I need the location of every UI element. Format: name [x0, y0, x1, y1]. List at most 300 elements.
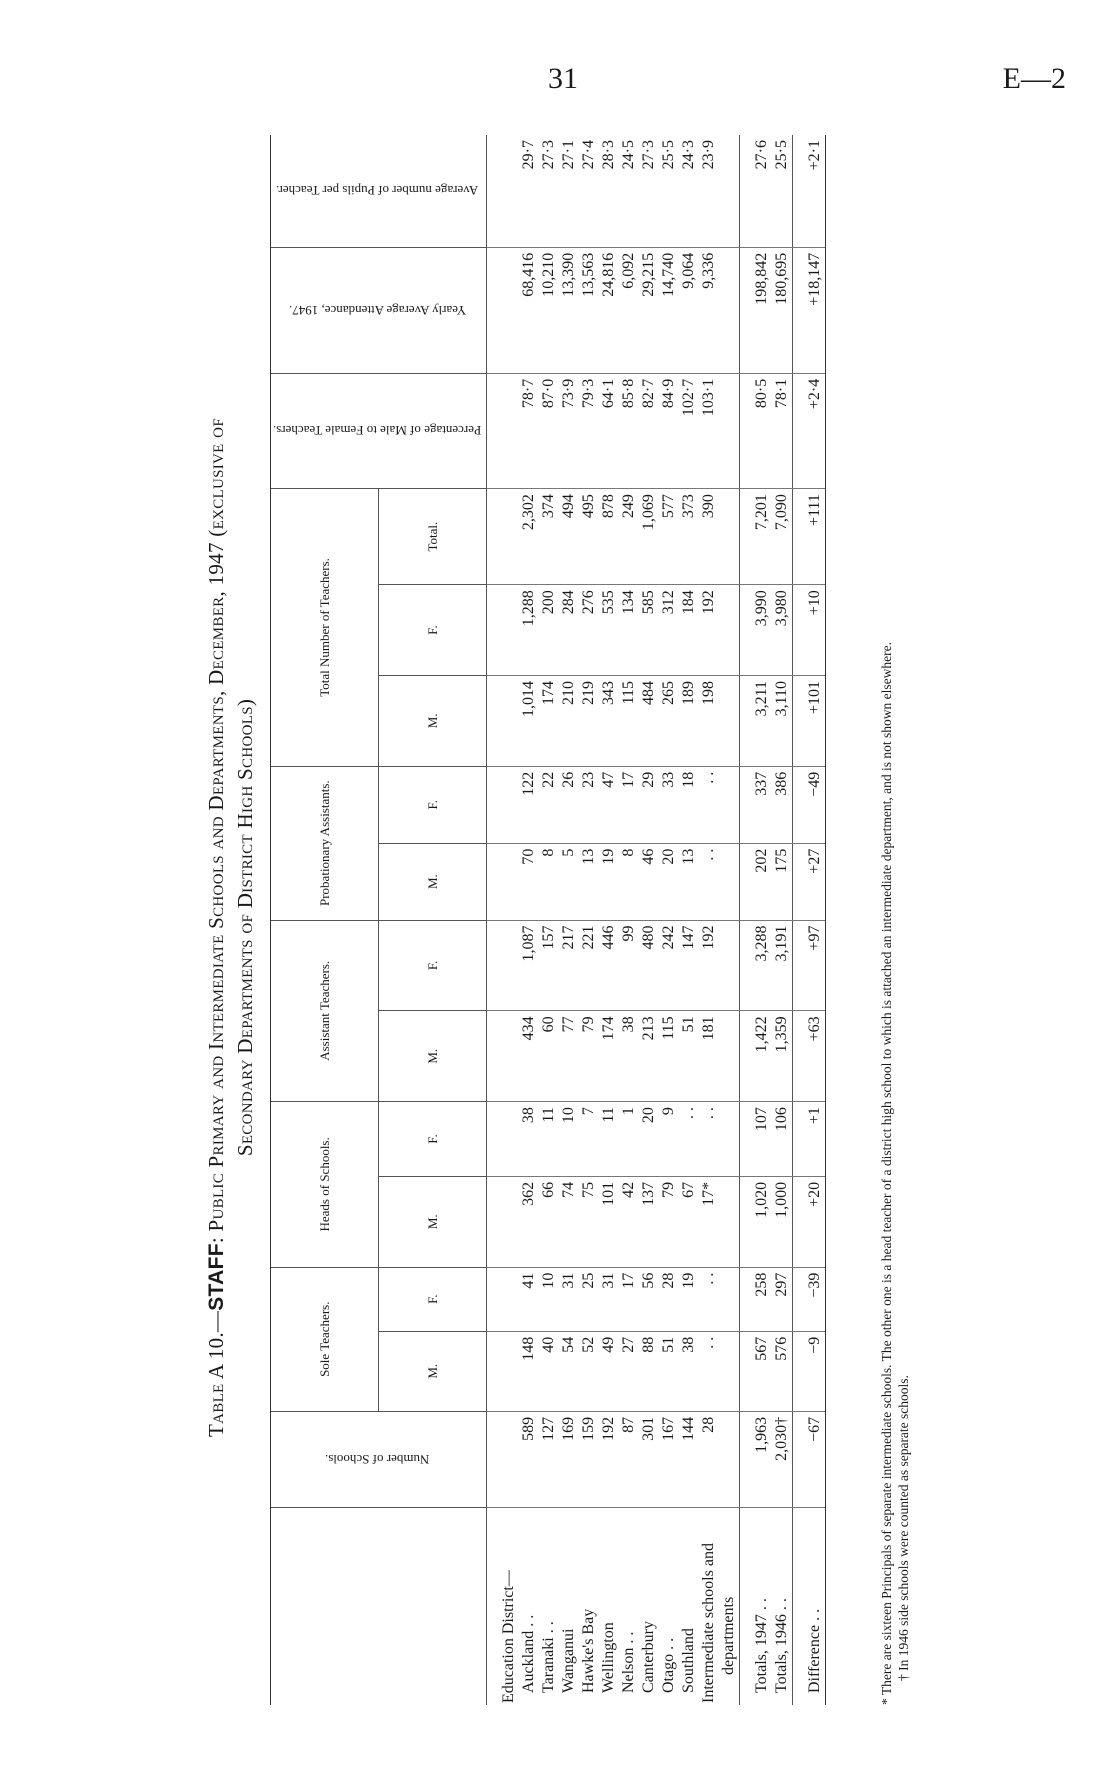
header-assistant-m: M.: [379, 1011, 487, 1102]
table-cell: 386: [772, 766, 793, 843]
table-cell: 28: [659, 1267, 679, 1331]
header-blank: [271, 1507, 487, 1705]
table-cell: 434: [519, 1011, 539, 1102]
header-heads-f: F.: [379, 1102, 487, 1177]
spacer-cell: [793, 1411, 806, 1507]
table-cell: 301: [639, 1411, 659, 1507]
title-line-2: Secondary Departments of District High Schools): [233, 698, 257, 1157]
table-cell: 337: [752, 766, 772, 843]
table-cell: 13,390: [559, 247, 579, 373]
table-cell: 297: [772, 1267, 793, 1331]
table-cell: 1,087: [519, 920, 539, 1011]
header-percentage-male: Percentage of Male to Female Teachers.: [271, 373, 487, 488]
table-cell: 79: [659, 1176, 679, 1267]
table-cell: 3,191: [772, 920, 793, 1011]
table-cell: +1: [805, 1102, 826, 1177]
table-cell: 74: [559, 1176, 579, 1267]
table-cell: 1,422: [752, 1011, 772, 1102]
table-cell: 25: [579, 1267, 599, 1331]
header-probationary-m: M.: [379, 843, 487, 920]
table-cell: 82·7: [639, 373, 659, 488]
table-cell: [719, 1411, 740, 1507]
table-row: [719, 135, 740, 1705]
table-cell: 192: [699, 920, 719, 1011]
spacer-cell: [487, 766, 500, 843]
title-line-1: [202, 120, 231, 1735]
table-cell: 373: [679, 489, 699, 585]
table-cell: 9: [659, 1102, 679, 1177]
table-cell: +97: [805, 920, 826, 1011]
spacer-row: [487, 135, 500, 1705]
table-cell: 1: [619, 1102, 639, 1177]
table-cell: 7,090: [772, 489, 793, 585]
table-cell: [719, 135, 740, 247]
table-cell: 390: [699, 489, 719, 585]
table-cell: 210: [559, 675, 579, 766]
staff-table: [270, 135, 826, 1705]
table-cell: 374: [539, 489, 559, 585]
table-cell: [719, 247, 740, 373]
table-row: [579, 135, 599, 1705]
table-cell: 202: [752, 843, 772, 920]
spacer-cell: [740, 920, 753, 1011]
table-cell: 49: [599, 1331, 619, 1411]
row-label: Auckland . .: [520, 1614, 538, 1693]
spacer-cell: [793, 675, 806, 766]
table-cell: +18,147: [805, 247, 826, 373]
table-title: [200, 120, 260, 1735]
table-cell: 137: [639, 1176, 659, 1267]
header-average-pupils: Average number of Pupils per Teacher.: [271, 135, 487, 247]
table-row: [559, 135, 579, 1705]
table-cell: 3,990: [752, 585, 772, 676]
table-cell: 13: [679, 843, 699, 920]
table-cell: 87·0: [539, 373, 559, 488]
table-cell: 174: [539, 675, 559, 766]
table-cell: 51: [659, 1331, 679, 1411]
table-cell: +2·1: [805, 135, 826, 247]
table-cell: 47: [599, 766, 619, 843]
table-cell: 115: [659, 1011, 679, 1102]
table-cell: 24·3: [679, 135, 699, 247]
spacer-cell: [487, 1102, 500, 1177]
table-cell: 25·5: [772, 135, 793, 247]
table-cell: 157: [539, 920, 559, 1011]
row-label: Education District—: [500, 1570, 518, 1703]
table-cell: 46: [639, 843, 659, 920]
spacer-cell: [793, 1011, 806, 1102]
table-cell: −39: [805, 1267, 826, 1331]
table-cell: 29·7: [519, 135, 539, 247]
header-total-f: F.: [379, 585, 487, 676]
table-cell: 28·3: [599, 135, 619, 247]
row-label: Hawke's Bay: [580, 1608, 598, 1693]
title-prefix: Table A 10.—: [204, 1310, 228, 1437]
table-cell: +20: [805, 1176, 826, 1267]
table-cell: 265: [659, 675, 679, 766]
spacer-cell: [487, 1507, 500, 1705]
table-row: [539, 135, 559, 1705]
table-cell: 24·5: [619, 135, 639, 247]
header-sole-teachers: Sole Teachers.: [271, 1267, 379, 1411]
table-cell: 1,963: [752, 1411, 772, 1507]
table-cell: 38: [679, 1331, 699, 1411]
row-label: Canterbury: [640, 1621, 658, 1693]
table-cell: 40: [539, 1331, 559, 1411]
table-cell: 576: [772, 1331, 793, 1411]
table-cell: [499, 1331, 519, 1411]
table-cell: 79·3: [579, 373, 599, 488]
table-cell: [499, 489, 519, 585]
table-cell: [719, 1331, 740, 1411]
table-cell: 2,030†: [772, 1411, 793, 1507]
table-cell: 31: [599, 1267, 619, 1331]
table-cell: 42: [619, 1176, 639, 1267]
table-cell: 27·4: [579, 135, 599, 247]
spacer-cell: [740, 489, 753, 585]
table-cell: −9: [805, 1331, 826, 1411]
table-cell: 23·9: [699, 135, 719, 247]
table-cell: 25·5: [659, 135, 679, 247]
table-cell: 1,069: [639, 489, 659, 585]
spacer-cell: [487, 135, 500, 247]
header-assistant-teachers: Assistant Teachers.: [271, 920, 379, 1102]
table-cell: 27·3: [639, 135, 659, 247]
table-cell: 19: [599, 843, 619, 920]
table-cell: 175: [772, 843, 793, 920]
table-cell: 535: [599, 585, 619, 676]
table-cell: 106: [772, 1102, 793, 1177]
table-cell: [499, 585, 519, 676]
table-cell: 3,211: [752, 675, 772, 766]
spacer-row: [793, 135, 806, 1705]
table-cell: 13,563: [579, 247, 599, 373]
table-cell: 19: [679, 1267, 699, 1331]
spacer-cell: [487, 675, 500, 766]
spacer-cell: [793, 373, 806, 488]
table-cell: 9,336: [699, 247, 719, 373]
table-cell: . .: [699, 843, 719, 920]
spacer-cell: [740, 1267, 753, 1331]
footnotes: [878, 135, 912, 1705]
table-cell: 1,020: [752, 1176, 772, 1267]
table-cell: 38: [619, 1011, 639, 1102]
spacer-cell: [793, 1331, 806, 1411]
table-cell: 5: [559, 843, 579, 920]
table-cell: 192: [699, 585, 719, 676]
table-cell: 66: [539, 1176, 559, 1267]
table-row: [499, 135, 519, 1705]
table-cell: 24,816: [599, 247, 619, 373]
table-cell: 79: [579, 1011, 599, 1102]
row-label: Southland: [680, 1628, 698, 1693]
spacer-cell: [740, 1331, 753, 1411]
header-total-m: M.: [379, 675, 487, 766]
table-cell: 52: [579, 1331, 599, 1411]
totals-row: [772, 135, 793, 1705]
table-cell: 78·7: [519, 373, 539, 488]
table-cell: 17*: [699, 1176, 719, 1267]
table-cell: [719, 675, 740, 766]
rotated-table-frame: [200, 120, 920, 1735]
table-cell: 221: [579, 920, 599, 1011]
row-label: Totals, 1946 . .: [773, 1598, 791, 1693]
table-cell: 589: [519, 1411, 539, 1507]
row-label: Wellington: [600, 1622, 618, 1693]
table-cell: [719, 373, 740, 488]
table-cell: 878: [599, 489, 619, 585]
table-cell: 20: [639, 1102, 659, 1177]
table-cell: 362: [519, 1176, 539, 1267]
header-total-number-of-teachers: Total Number of Teachers.: [271, 489, 379, 767]
row-label: Otago . .: [660, 1637, 678, 1693]
table-cell: 31: [559, 1267, 579, 1331]
table-cell: 18: [679, 766, 699, 843]
table-cell: . .: [699, 766, 719, 843]
table-cell: 127: [539, 1411, 559, 1507]
table-row: [659, 135, 679, 1705]
table-cell: 2,302: [519, 489, 539, 585]
table-cell: [719, 1267, 740, 1331]
table-cell: 181: [699, 1011, 719, 1102]
table-cell: [499, 1176, 519, 1267]
table-cell: 14,740: [659, 247, 679, 373]
table-cell: 180,695: [772, 247, 793, 373]
table-cell: 26: [559, 766, 579, 843]
table-cell: −49: [805, 766, 826, 843]
table-cell: 29: [639, 766, 659, 843]
table-cell: [499, 1411, 519, 1507]
spacer-cell: [740, 135, 753, 247]
spacer-cell: [793, 489, 806, 585]
table-cell: [499, 675, 519, 766]
header-probationary-assistants: Probationary Assistants.: [271, 766, 379, 920]
table-cell: 198: [699, 675, 719, 766]
table-cell: [499, 920, 519, 1011]
table-cell: 88: [639, 1331, 659, 1411]
table-cell: [499, 843, 519, 920]
table-cell: 13: [579, 843, 599, 920]
table-cell: 480: [639, 920, 659, 1011]
spacer-cell: [740, 1176, 753, 1267]
spacer-cell: [793, 135, 806, 247]
spacer-cell: [740, 1411, 753, 1507]
table-cell: 22: [539, 766, 559, 843]
table-cell: . .: [699, 1331, 719, 1411]
spacer-cell: [793, 920, 806, 1011]
row-label: Intermediate schools and: [700, 1543, 718, 1703]
spacer-cell: [740, 585, 753, 676]
spacer-cell: [793, 843, 806, 920]
table-cell: [719, 920, 740, 1011]
table-cell: 51: [679, 1011, 699, 1102]
document-code: E—2: [1002, 62, 1066, 95]
footnote-asterisk: * There are sixteen Principals of separate intermediate schools. The other one is a head teacher of a district high school to which is attached an intermediate department, and is not shown elsewhere.: [879, 641, 894, 1705]
table-cell: 77: [559, 1011, 579, 1102]
table-row: [599, 135, 619, 1705]
spacer-cell: [793, 247, 806, 373]
table-cell: [499, 766, 519, 843]
table-cell: 7: [579, 1102, 599, 1177]
spacer-cell: [740, 247, 753, 373]
header-yearly-attendance: Yearly Average Attendance, 1947.: [271, 247, 487, 373]
table-cell: [499, 1267, 519, 1331]
spacer-cell: [487, 1267, 500, 1331]
spacer-cell: [487, 843, 500, 920]
spacer-cell: [487, 1331, 500, 1411]
table-cell: 11: [599, 1102, 619, 1177]
table-cell: [719, 1176, 740, 1267]
table-cell: +111: [805, 489, 826, 585]
table-cell: 585: [639, 585, 659, 676]
table-cell: +10: [805, 585, 826, 676]
table-cell: 198,842: [752, 247, 772, 373]
table-cell: +2·4: [805, 373, 826, 488]
table-cell: 189: [679, 675, 699, 766]
spacer-row: [740, 135, 753, 1705]
footnote-dagger: † In 1946 side schools were counted as separate schools.: [896, 1375, 911, 1681]
table-cell: 33: [659, 766, 679, 843]
table-cell: 78·1: [772, 373, 793, 488]
table-cell: [719, 843, 740, 920]
table-cell: 10: [539, 1267, 559, 1331]
table-cell: 169: [559, 1411, 579, 1507]
table-row: [519, 135, 539, 1705]
table-cell: 276: [579, 585, 599, 676]
table-cell: 101: [599, 1176, 619, 1267]
table-cell: [499, 1011, 519, 1102]
table-cell: 29,215: [639, 247, 659, 373]
table-cell: 17: [619, 1267, 639, 1331]
spacer-cell: [740, 675, 753, 766]
spacer-cell: [793, 1267, 806, 1331]
table-cell: +27: [805, 843, 826, 920]
table-cell: 27·1: [559, 135, 579, 247]
table-cell: 3,110: [772, 675, 793, 766]
table-cell: . .: [699, 1267, 719, 1331]
table-cell: 577: [659, 489, 679, 585]
spacer-cell: [793, 585, 806, 676]
table-cell: 1,359: [772, 1011, 793, 1102]
table-cell: 11: [539, 1102, 559, 1177]
table-cell: 184: [679, 585, 699, 676]
table-cell: . .: [679, 1102, 699, 1177]
table-cell: 56: [639, 1267, 659, 1331]
table-cell: 312: [659, 585, 679, 676]
header-total-total: Total.: [379, 489, 487, 585]
spacer-cell: [740, 1011, 753, 1102]
table-cell: 102·7: [679, 373, 699, 488]
table-cell: 148: [519, 1331, 539, 1411]
header-number-of-schools: Number of Schools.: [271, 1411, 487, 1507]
table-cell: 6,092: [619, 247, 639, 373]
table-cell: 122: [519, 766, 539, 843]
table-cell: [719, 1102, 740, 1177]
table-cell: 28: [699, 1411, 719, 1507]
table-cell: 27·3: [539, 135, 559, 247]
title-bold: STAFF: [205, 1243, 228, 1311]
header-heads-m: M.: [379, 1176, 487, 1267]
table-cell: 10,210: [539, 247, 559, 373]
spacer-cell: [487, 373, 500, 488]
table-cell: 284: [559, 585, 579, 676]
row-label: Nelson . .: [620, 1631, 638, 1693]
table-cell: 103·1: [699, 373, 719, 488]
table-cell: 8: [539, 843, 559, 920]
table-cell: 67: [679, 1176, 699, 1267]
header-assistant-f: F.: [379, 920, 487, 1011]
table-cell: . .: [699, 1102, 719, 1177]
table-cell: 219: [579, 675, 599, 766]
table-cell: 9,064: [679, 247, 699, 373]
table-cell: 7,201: [752, 489, 772, 585]
table-cell: [499, 247, 519, 373]
spacer-cell: [740, 766, 753, 843]
table-cell: [499, 135, 519, 247]
table-cell: [719, 1011, 740, 1102]
table-row: [619, 135, 639, 1705]
title-rest: : Public Primary and Intermediate Schools and Departments, December, 1947 (exclusive of: [204, 418, 228, 1244]
table-cell: [499, 1102, 519, 1177]
spacer-cell: [487, 489, 500, 585]
spacer-cell: [487, 1011, 500, 1102]
table-cell: 446: [599, 920, 619, 1011]
row-label: Wanganui: [560, 1628, 578, 1693]
table-cell: [719, 489, 740, 585]
header-sole-f: F.: [379, 1267, 487, 1331]
table-cell: 167: [659, 1411, 679, 1507]
table-cell: 242: [659, 920, 679, 1011]
table-cell: 60: [539, 1011, 559, 1102]
table-cell: 200: [539, 585, 559, 676]
totals-row: [752, 135, 772, 1705]
table-cell: 75: [579, 1176, 599, 1267]
table-cell: +63: [805, 1011, 826, 1102]
spacer-cell: [793, 1102, 806, 1177]
row-label: Totals, 1947 . .: [753, 1598, 771, 1693]
table-cell: 567: [752, 1331, 772, 1411]
table-cell: 3,980: [772, 585, 793, 676]
table-cell: 27·6: [752, 135, 772, 247]
spacer-cell: [487, 585, 500, 676]
table-cell: 213: [639, 1011, 659, 1102]
table-cell: 1,000: [772, 1176, 793, 1267]
table-row: [639, 135, 659, 1705]
table-cell: 68,416: [519, 247, 539, 373]
table-row: [699, 135, 719, 1705]
table-cell: 99: [619, 920, 639, 1011]
table-cell: 134: [619, 585, 639, 676]
table-cell: 258: [752, 1267, 772, 1331]
spacer-cell: [487, 1411, 500, 1507]
table-cell: 20: [659, 843, 679, 920]
row-label: Taranaki . .: [540, 1621, 558, 1693]
spacer-cell: [793, 1176, 806, 1267]
table-cell: 73·9: [559, 373, 579, 488]
table-cell: 17: [619, 766, 639, 843]
table-cell: 484: [639, 675, 659, 766]
spacer-cell: [487, 1176, 500, 1267]
header-probationary-f: F.: [379, 766, 487, 843]
spacer-cell: [793, 1507, 806, 1705]
row-label: Difference . .: [805, 1507, 826, 1705]
table-cell: 41: [519, 1267, 539, 1331]
table-cell: 343: [599, 675, 619, 766]
header-row-1: [271, 135, 379, 1705]
table-cell: 1,014: [519, 675, 539, 766]
table-cell: [499, 373, 519, 488]
table-cell: 144: [679, 1411, 699, 1507]
